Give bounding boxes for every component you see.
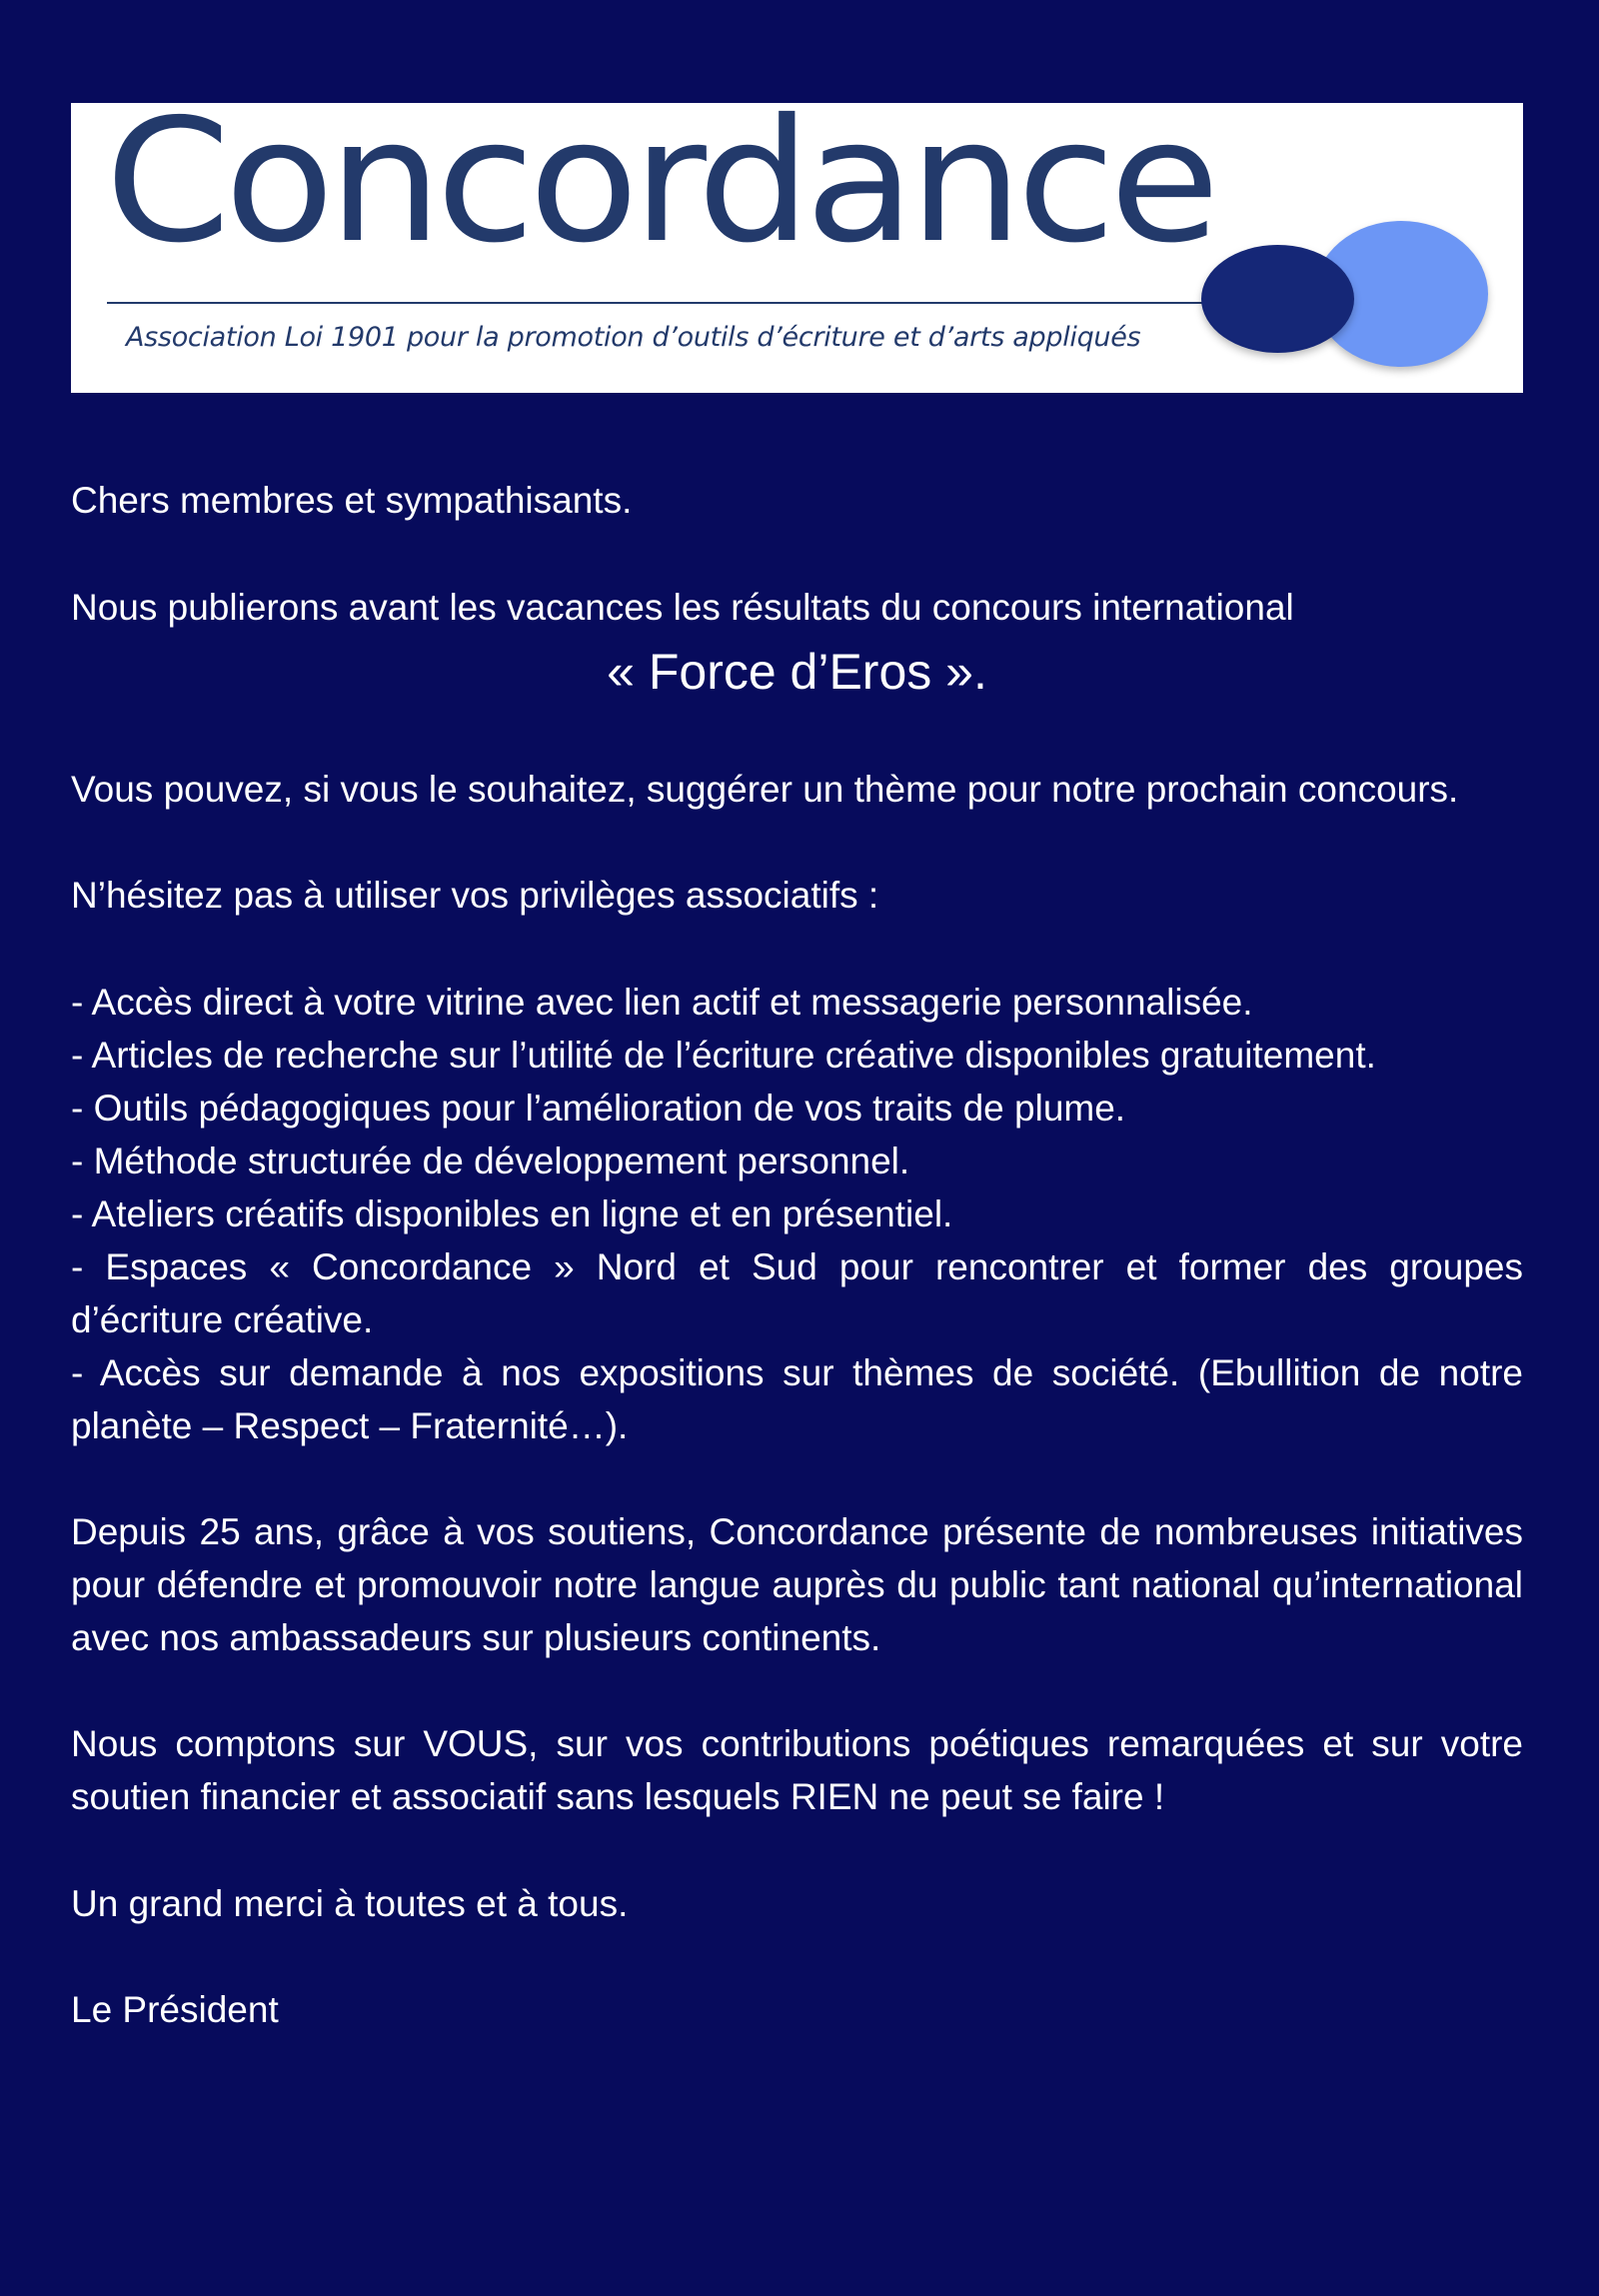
- privilege-item: - Espaces « Concordance » Nord et Sud pour rencontrer et former des groupes d’écriture créative.: [71, 1246, 1523, 1340]
- greeting: Chers membres et sympathisants.: [71, 480, 633, 521]
- privilege-item: - Accès direct à votre vitrine avec lien actif et messagerie personnalisée.: [71, 982, 1253, 1023]
- privilege-item: - Accès sur demande à nos expositions sur thèmes de société. (Ebullition de notre planète – Respect – Fraternité…).: [71, 1352, 1523, 1446]
- privilege-item: - Ateliers créatifs disponibles en ligne et en présentiel.: [71, 1193, 953, 1234]
- logo-ellipse-dark-icon: [1201, 245, 1354, 353]
- logo-tagline: Association Loi 1901 pour la promotion d’outils d’écriture et d’arts appliqués: [126, 322, 1141, 353]
- logo-divider: [107, 302, 1291, 304]
- privileges-intro: N’hésitez pas à utiliser vos privilèges associatifs :: [71, 875, 879, 916]
- contest-title: « Force d’Eros ».: [607, 644, 987, 700]
- logo-title: Concordance: [105, 103, 1214, 281]
- thanks: Un grand merci à toutes et à tous.: [71, 1883, 629, 1924]
- suggestion: Vous pouvez, si vous le souhaitez, suggérer un thème pour notre prochain concours.: [71, 769, 1459, 810]
- privilege-item: - Outils pédagogiques pour l’amélioration de vos traits de plume.: [71, 1088, 1126, 1129]
- announcement: Nous publierons avant les vacances les résultats du concours international: [71, 587, 1294, 628]
- signature: Le Président: [71, 1989, 279, 2030]
- appeal-paragraph: Nous comptons sur VOUS, sur vos contributions poétiques remarquées et sur votre soutien financier et associatif sans lesquels RIEN ne peut se faire !: [71, 1723, 1523, 1817]
- privilege-item: - Méthode structurée de développement personnel.: [71, 1141, 910, 1181]
- privilege-item: - Articles de recherche sur l’utilité de l’écriture créative disponibles gratuitement.: [71, 1035, 1376, 1076]
- history-paragraph: Depuis 25 ans, grâce à vos soutiens, Concordance présente de nombreuses initiatives pour défendre et promouvoir notre langue auprès du public tant national qu’international avec nos ambassadeurs sur plusieurs continents.: [71, 1511, 1523, 1658]
- header-banner: [71, 103, 1523, 393]
